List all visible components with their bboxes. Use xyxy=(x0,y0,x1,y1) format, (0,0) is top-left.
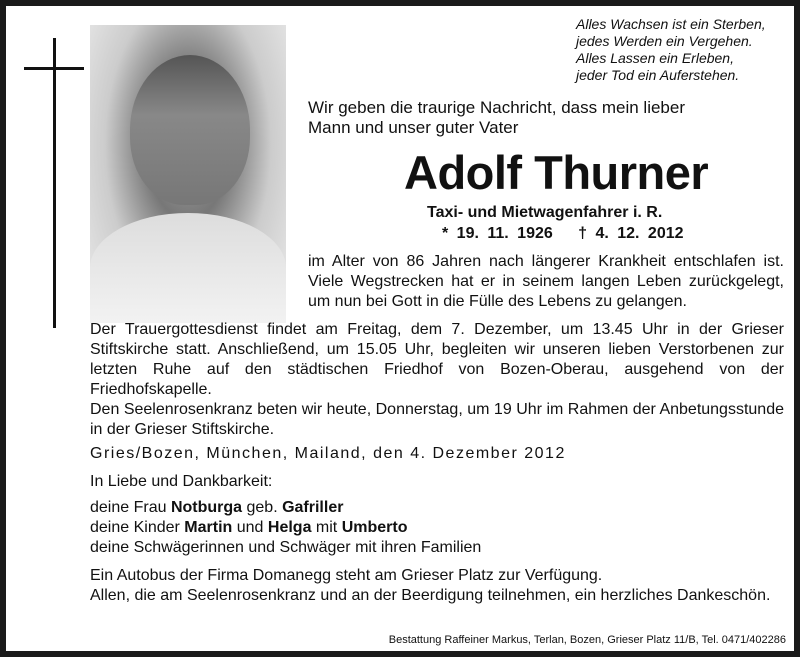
cross-icon xyxy=(53,38,56,328)
intro-line: Wir geben die traurige Nachricht, dass mein lieber xyxy=(308,98,686,117)
mourners-intro: In Liebe und Dankbarkeit: xyxy=(90,473,273,490)
mourner-children: deine Kinder Martin und Helga mit Umberto xyxy=(90,519,408,536)
occupation: Taxi- und Mietwagenfahrer i. R. xyxy=(427,204,663,221)
birth-date: * 19. 11. 1926 xyxy=(442,225,553,242)
deceased-name: Adolf Thurner xyxy=(404,146,709,199)
cross-icon-bar xyxy=(24,67,84,70)
motto-line: Alles Wachsen ist ein Sterben, xyxy=(576,16,766,32)
mourner-inlaws: deine Schwägerinnen und Schwäger mit ihren Familien xyxy=(90,539,482,556)
rosary-paragraph: Den Seelenrosenkranz beten wir heute, Donnerstag, um 19 Uhr im Rahmen der Anbetungsstunde in der Grieser Stiftskirche. xyxy=(90,401,784,438)
place-date: Gries/Bozen, München, Mailand, den 4. Dezember 2012 xyxy=(90,445,566,462)
motto-line: jeder Tod ein Auferstehen. xyxy=(576,67,740,83)
death-date: † 4. 12. 2012 xyxy=(578,225,684,242)
notice-body xyxy=(90,6,784,630)
paragraph-1: im Alter von 86 Jahren nach längerer Krankheit entschlafen ist. Viele Wegstrecken hat er in seinem langen Leben zurückgelegt, um nun bei Gott in die Fülle des Lebens zu gelangen. xyxy=(308,253,784,310)
intro-line: Mann und unser guter Vater xyxy=(308,118,519,137)
service-paragraph: Der Trauergottesdienst findet am Freitag, dem 7. Dezember, um 13.45 Uhr in der Grieser Stiftskirche statt. Anschließend, um 15.05 Uhr, begleiten wir unseren lieben Verstorbenen zur letzten Ruhe auf den städtischen Friedhof von Bozen-Oberau, ausgehend von der Friedhofskapelle. xyxy=(90,321,784,398)
funeral-home-footer: Bestattung Raffeiner Markus, Terlan, Bozen, Grieser Platz 11/B, Tel. 0471/402286 xyxy=(388,634,786,646)
motto-line: Alles Lassen ein Erleben, xyxy=(576,50,734,66)
mourner-wife: deine Frau Notburga geb. Gafriller xyxy=(90,499,344,516)
thanks-note: Allen, die am Seelenrosenkranz und an der Beerdigung teilnehmen, ein herzliches Dankeschön. xyxy=(90,587,771,604)
motto-line: jedes Werden ein Vergehen. xyxy=(576,33,753,49)
bus-note: Ein Autobus der Firma Domanegg steht am Grieser Platz zur Verfügung. xyxy=(90,567,603,584)
